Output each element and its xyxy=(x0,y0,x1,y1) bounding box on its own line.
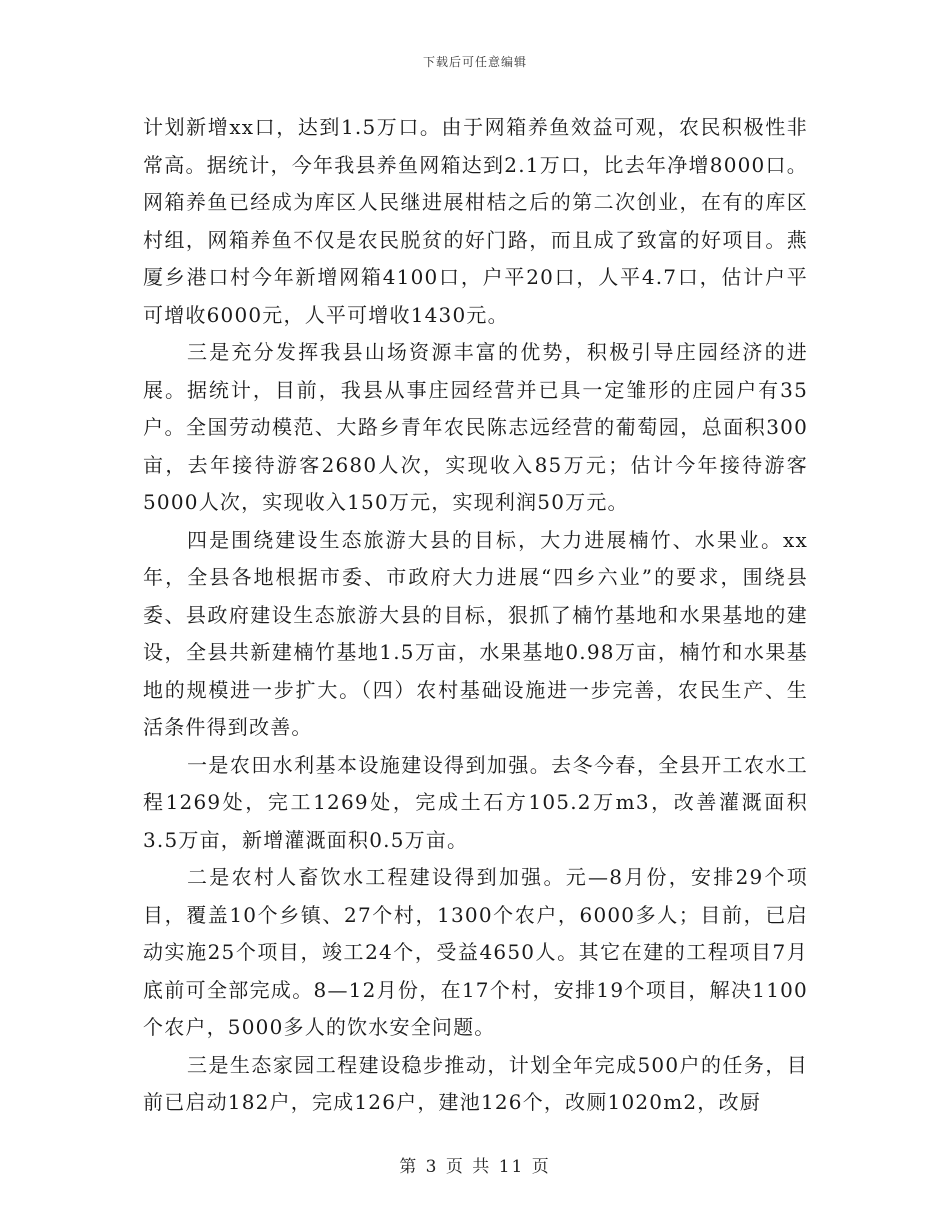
paragraph-farmland-irrigation: 一是农田水利基本设施建设得到加强。去冬今春，全县开工农水工程1269处，完工1269处，完成土石方105.2万m3，改善灌溉面积3.5万亩，新增灌溉面积0.5万亩。 xyxy=(143,752,808,852)
paragraph-bamboo-fruit: 四是围绕建设生态旅游大县的目标，大力进展楠竹、水果业。xx年，全县各地根据市委、市政府大力进展“四乡六业”的要求，围绕县委、县政府建设生态旅游大县的目标，狠抓了楠竹基地和水果基地的建设，全县共新建楠竹基地1.5万亩，水果基地0.98万亩，楠竹和水果基地的规模进一步扩大。（四）农村基础设施进一步完善，农民生产、生活条件得到改善。 xyxy=(143,527,808,739)
paragraph-drinking-water: 二是农村人畜饮水工程建设得到加强。元—8月份，安排29个项目，覆盖10个乡镇、27个村，1300个农户，6000多人；目前，已启动实施25个项目，竣工24个，受益4650人。其它在建的工程项目7月底前可全部完成。8—12月份，在17个村，安排19个项目，解决1100个农户，5000多人的饮水安全问题。 xyxy=(143,865,808,1039)
page-number: 第 3 页 共 11 页 xyxy=(399,1157,551,1177)
page-header: 下载后可任意编辑 xyxy=(422,55,527,69)
paragraph-net-cage-fishing: 计划新增xx口，达到1.5万口。由于网箱养鱼效益可观，农民积极性非常高。据统计，今年我县养鱼网箱达到2.1万口，比去年净增8000口。网箱养鱼已经成为库区人民继进展柑桔之后的第二次创业，在有的库区村组，网箱养鱼不仅是农民脱贫的好门路，而且成了致富的好项目。燕厦乡港口村今年新增网箱4100口，户平20口，人平4.7口，估计户平可增收6000元，人平可增收1430元。 xyxy=(143,115,808,327)
paragraph-manor-economy: 三是充分发挥我县山场资源丰富的优势，积极引导庄园经济的进展。据统计，目前，我县从事庄园经营并已具一定雏形的庄园户有35户。全国劳动模范、大路乡青年农民陈志远经营的葡萄园，总面积300亩，去年接待游客2680人次，实现收入85万元；估计今年接待游客5000人次，实现收入150万元，实现利润50万元。 xyxy=(143,340,808,514)
document-body xyxy=(143,109,808,1122)
paragraph-eco-home: 三是生态家园工程建设稳步推动，计划全年完成500户的任务，目前已启动182户，完成126户，建池126个，改厕1020m2，改厨 xyxy=(143,1052,808,1114)
